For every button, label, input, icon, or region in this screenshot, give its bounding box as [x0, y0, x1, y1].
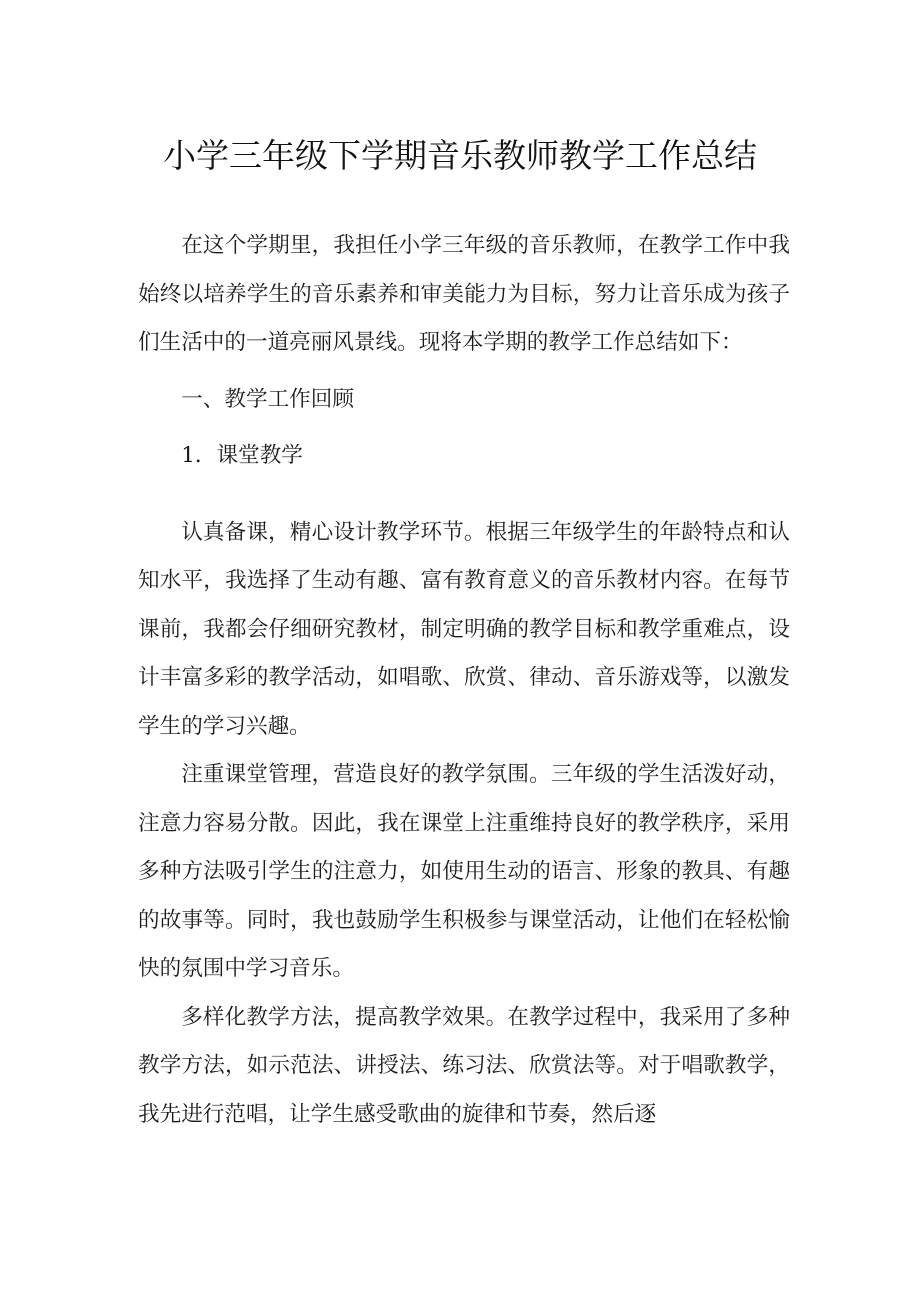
- body-paragraph: 注重课堂管理，营造良好的教学氛围。三年级的学生活泼好动，注意力容易分散。因此，我在课堂上注重维持良好的教学秩序，采用多种方法吸引学生的注意力，如使用生动的语言、形象的教具、有趣的故事等。同时，我也鼓励学生积极参与课堂活动，让他们在轻松愉快的氛围中学习音乐。: [138, 762, 790, 981]
- intro-paragraph: 在这个学期里，我担任小学三年级的音乐教师，在教学工作中我始终以培养学生的音乐素养和审美能力为目标，努力让音乐成为孩子们生活中的一道亮丽风景线。现将本学期的教学工作总结如下：: [138, 233, 790, 355]
- document-title: 小学三年级下学期音乐教师教学工作总结: [163, 136, 757, 175]
- body-paragraph: 多样化教学方法，提高教学效果。在教学过程中，我采用了多种教学方法，如示范法、讲授法、练习法、欣赏法等。对于唱歌教学，我先进行范唱，让学生感受歌曲的旋律和节奏，然后逐: [138, 1004, 790, 1127]
- subsection-heading: 1．课堂教学: [181, 443, 303, 468]
- section-heading: 一、教学工作回顾: [181, 386, 354, 412]
- document-body: [138, 222, 790, 1139]
- body-paragraph: 认真备课，精心设计教学环节。根据三年级学生的年龄特点和认知水平，我选择了生动有趣、富有教育意义的音乐教材内容。在每节课前，我都会仔细研究教材，制定明确的教学目标和教学重难点，设计丰富多彩的教学活动，如唱歌、欣赏、律动、音乐游戏等，以激发学生的学习兴趣。: [138, 519, 790, 739]
